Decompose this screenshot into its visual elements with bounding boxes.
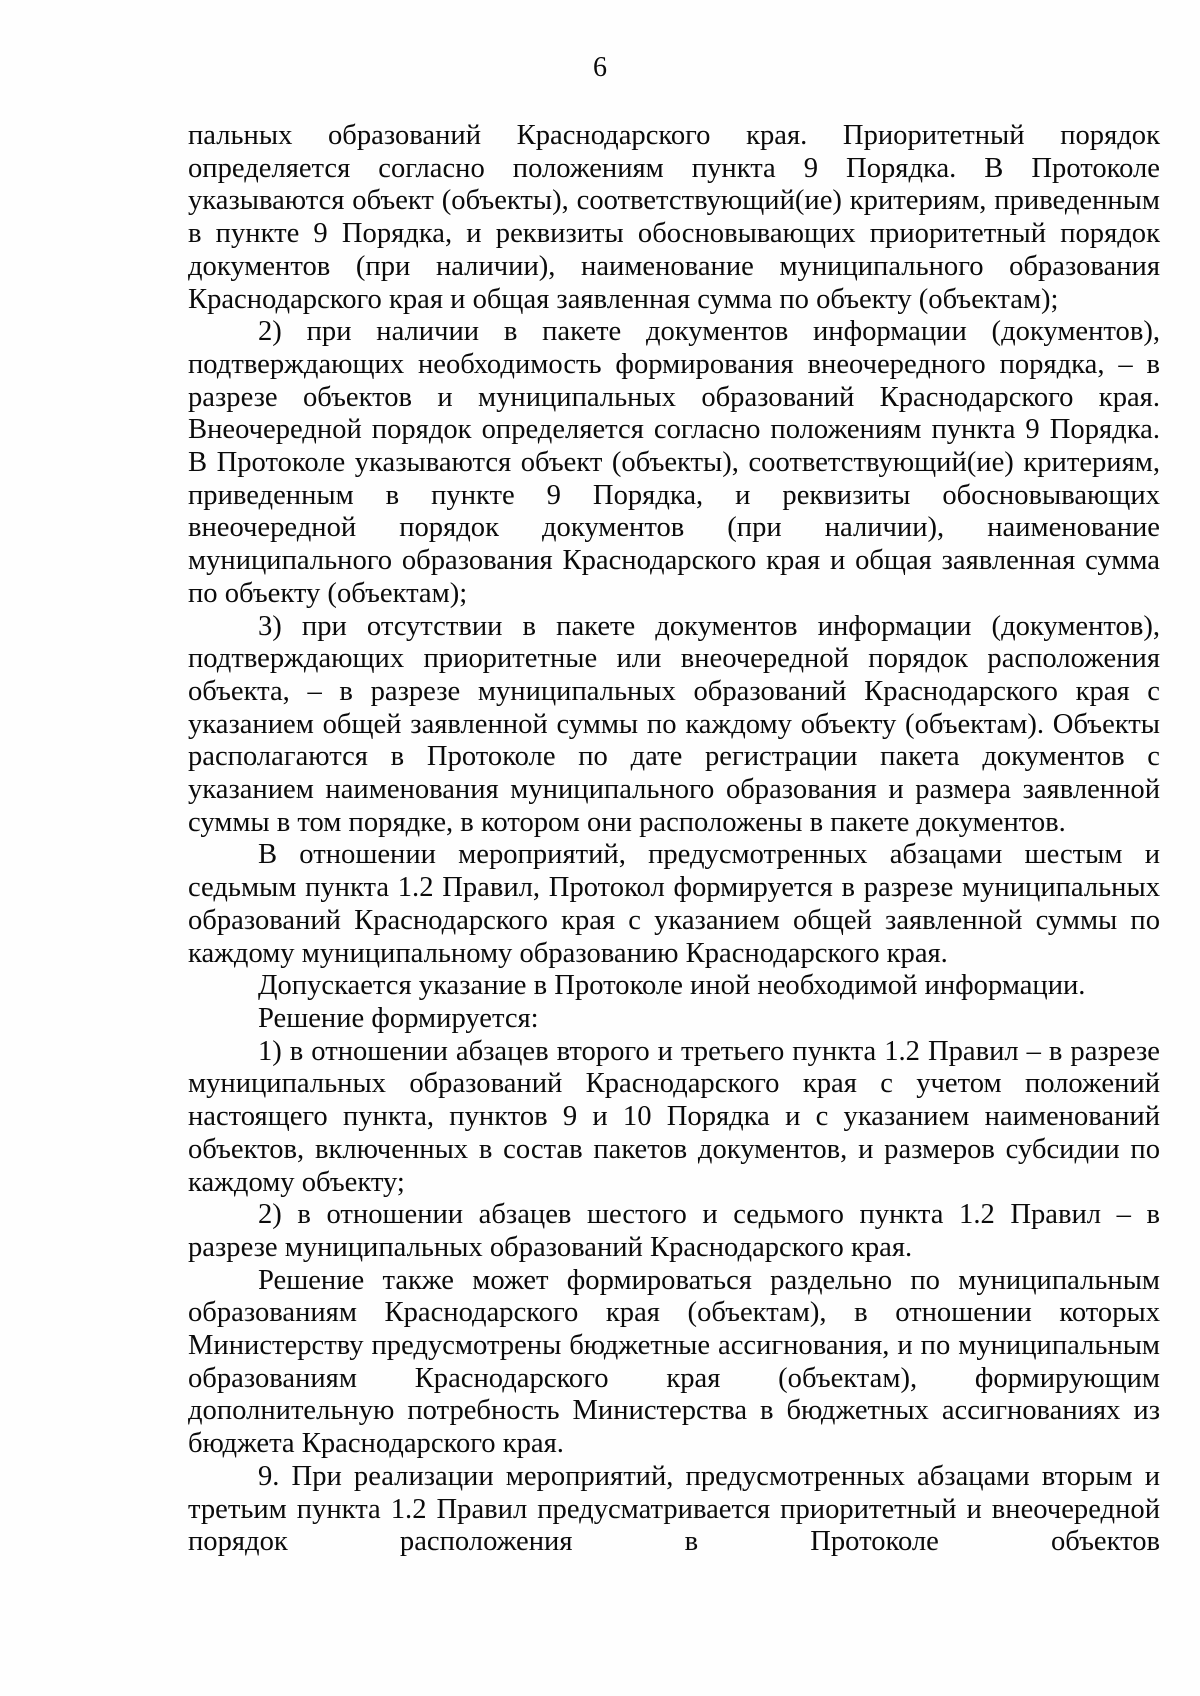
paragraph-item-3-no-documents: 3) при отсутствии в пакете документов информации (документов), подтверждающих приоритетные или внеочередной порядок расположения объекта, – в разрезе муниципальных образований Краснодарского края с указанием общей заявленной суммы по каждому объекту (объектам). Объекты располагаются в Протоколе по дате регистрации пакета документов с указанием наименования муниципального образования и размера заявленной суммы в том порядке, в котором они расположены в пакете документов. [188,610,1160,838]
paragraph-decision-formed: Решение формируется: [258,1002,539,1034]
page-number: 6 [593,52,607,83]
document-body [188,120,1160,1559]
paragraph-separate-decision: Решение также может формироваться раздельно по муниципальным образованиям Краснодарского края (объектам), в отношении которых Министерству предусмотрены бюджетные ассигнования, и по муниципальным образованиям Краснодарского края (объектам), формирующим дополнительную потребность Министерства в бюджетных ассигнованиях из бюджета Краснодарского края. [188,1264,1160,1460]
paragraph-other-information: Допускается указание в Протоколе иной необходимой информации. [258,970,1086,1002]
paragraph-measures-six-seven: В отношении мероприятий, предусмотренных абзацами шестым и седьмым пункта 1.2 Правил, Протокол формируется в разрезе муниципальных образований Краснодарского края с указанием общей заявленной суммы по каждому муниципальному образованию Краснодарского края. [188,839,1160,969]
paragraph-decision-item-1: 1) в отношении абзацев второго и третьего пункта 1.2 Правил – в разрезе муниципальных образований Краснодарского края с учетом положений настоящего пункта, пунктов 9 и 10 Порядка и с указанием наименований объектов, включенных в состав пакетов документов, и размеров субсидии по каждому объекту; [188,1035,1160,1198]
paragraph-section-9: 9. При реализации мероприятий, предусмотренных абзацами вторым и третьим пункта 1.2 Правил предусматривается приоритетный и внеочередной порядок расположения в Протоколе объектов [188,1460,1160,1558]
paragraph-decision-item-2: 2) в отношении абзацев шестого и седьмого пункта 1.2 Правил – в разрезе муниципальных образований Краснодарского края. [188,1199,1160,1263]
paragraph-priority-order-continuation: пальных образований Краснодарского края. Приоритетный порядок определяется согласно положениям пункта 9 Порядка. В Протоколе указываются объект (объекты), соответствующий(ие) критериям, приведенным в пункте 9 Порядка, и реквизиты обосновывающих приоритетный порядок документов (при наличии), наименование муниципального образования Краснодарского края и общая заявленная сумма по объекту (объектам); [188,120,1160,315]
paragraph-item-2-extraordinary-order: 2) при наличии в пакете документов информации (документов), подтверждающих необходимость формирования внеочередного порядка, – в разрезе объектов и муниципальных образований Краснодарского края. Внеочередной порядок определяется согласно положениям пункта 9 Порядка. В Протоколе указываются объект (объекты), соответствующий(ие) критериям, приведенным в пункте 9 Порядка, и реквизиты обосновывающих внеочередной порядок документов (при наличии), наименование муниципального образования Краснодарского края и общая заявленная сумма по объекту (объектам); [188,316,1160,609]
